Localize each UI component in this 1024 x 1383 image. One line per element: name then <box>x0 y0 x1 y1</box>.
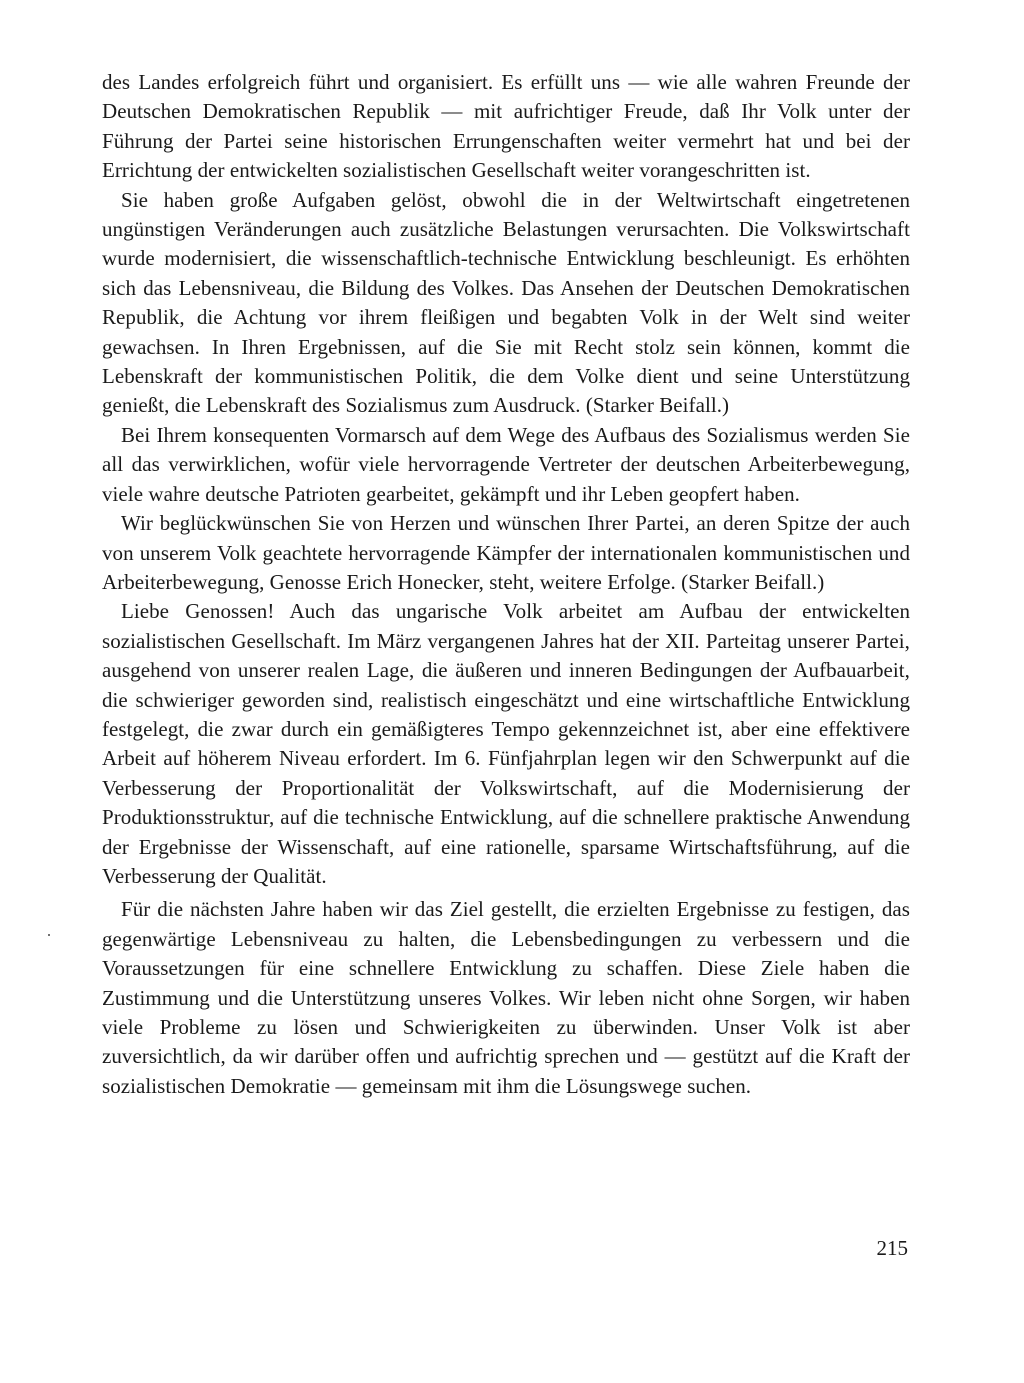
paragraph-achievements: Sie haben große Aufgaben gelöst, obwohl die in der Weltwirtschaft eingetretenen ungünstigen Veränderungen auch zusätzliche Belastungen verursachten. Die Volkswirtschaft wurde modernisiert, die wissenschaftlich-technische Entwicklung beschleunigt. Es erhöhten sich das Lebensniveau, die Bildung des Volkes. Das Ansehen der Deutschen Demokratischen Republik, die Achtung vor ihrem fleißigen und begabten Volk in der Welt sind weiter gewachsen. In Ihren Ergebnissen, auf die Sie mit Recht stolz sein können, kommt die Lebenskraft der kommunistischen Politik, die dem Volke dient und seine Unterstützung genießt, die Lebenskraft des Sozialismus zum Ausdruck. (Starker Beifall.) <box>102 187 910 418</box>
page-number: 215 <box>876 1236 908 1260</box>
paragraph-goals: Für die nächsten Jahre haben wir das Ziel gestellt, die erzielten Ergebnisse zu festigen, das gegenwärtige Lebensniveau zu halten, die Lebensbedingungen zu verbessern und die Voraussetzungen für eine schnellere Entwicklung zu schaffen. Diese Ziele haben die Zustimmung und die Unterstützung unseres Volkes. Wir leben nicht ohne Sorgen, wir haben viele Probleme zu lösen und Schwierigkeiten zu überwinden. Unser Volk ist aber zuversichtlich, da wir darüber offen und aufrichtig sprechen und — gestützt auf die Kraft der sozialistischen Demokratie — gemeinsam mit ihm die Lösungswege suchen. <box>102 897 910 1098</box>
paragraph-advance: Bei Ihrem konsequenten Vormarsch auf dem Wege des Aufbaus des Sozialismus werden Sie all das verwirklichen, wofür viele hervorragende Vertreter der deutschen Arbeiterbewegung, viele wahre deutsche Patrioten gearbeitet, gekämpft und ihr Leben geopfert haben. <box>102 422 910 506</box>
paragraph-hungarian-people: Liebe Genossen! Auch das ungarische Volk arbeitet am Aufbau der entwickelten sozialistischen Gesellschaft. Im März vergangenen Jahres hat der XII. Parteitag unserer Partei, ausgehend von unserer realen Lage, die äußeren und inneren Bedingungen der Aufbauarbeit, die schwieriger geworden sind, realistisch eingeschätzt und eine wirtschaftliche Entwicklung festgelegt, die zwar durch ein gemäßigteres Tempo gekennzeichnet ist, aber eine effektivere Arbeit auf höherem Niveau erfordert. Im 6. Fünfjahrplan legen wir den Schwerpunkt auf die Verbesserung der Proportionalität der Volkswirtschaft, auf die Modernisierung der Produktionsstruktur, auf die technische Entwicklung, auf die schnellere praktische Anwendung der Ergebnisse der Wissenschaft, auf eine rationelle, sparsame Wirtschaftsführung, auf die Verbesserung der Qualität. <box>102 599 910 888</box>
paragraph-continuation: des Landes erfolgreich führt und organisiert. Es erfüllt uns — wie alle wahren Freunde der Deutschen Demokratischen Republik — mit aufrichtiger Freude, daß Ihr Volk unter der Führung der Partei seine historischen Errungenschaften weiter vermehrt hat und bei der Errichtung der entwickelten sozialistischen Gesellschaft weiter vorangeschritten ist. <box>102 70 910 183</box>
text-body <box>102 68 910 1101</box>
paragraph-congratulations: Wir beglückwünschen Sie von Herzen und wünschen Ihrer Partei, an deren Spitze der auch von unserem Volk geachtete hervorragende Kämpfer der internationalen kommunistischen und Arbeiterbewegung, Genosse Erich Honecker, steht, weitere Erfolge. (Starker Beifall.) <box>102 511 910 594</box>
margin-mark <box>48 934 50 936</box>
